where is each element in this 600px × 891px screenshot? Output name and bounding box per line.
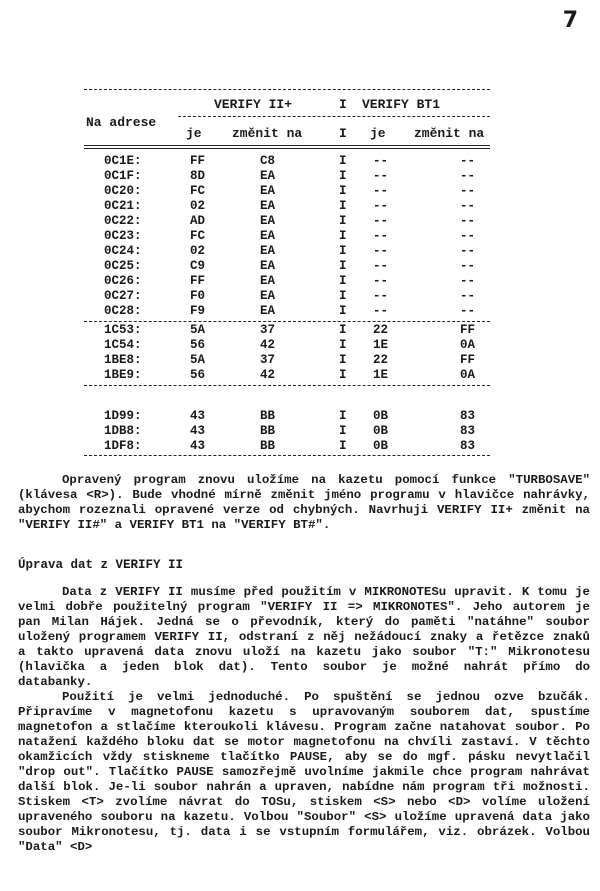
cell-separator: I: [339, 439, 347, 453]
cell-je-1: 56: [190, 338, 206, 352]
cell-address: 1BE9:: [104, 368, 142, 382]
table-top-rule: [84, 89, 490, 90]
cell-change-2: --: [460, 154, 476, 168]
cell-change-1: BB: [260, 439, 276, 453]
cell-je-2: --: [373, 244, 389, 258]
cell-je-2: --: [373, 154, 389, 168]
cell-change-2: 0A: [460, 368, 476, 382]
cell-je-2: --: [373, 289, 389, 303]
cell-je-2: 22: [373, 353, 389, 367]
cell-je-1: AD: [190, 214, 206, 228]
cell-change-1: BB: [260, 424, 276, 438]
header-address: Na adrese: [86, 115, 157, 130]
cell-separator: I: [339, 244, 347, 258]
cell-change-2: --: [460, 184, 476, 198]
paragraph-turbosave: [18, 473, 590, 533]
cell-change-1: EA: [260, 214, 276, 228]
cell-je-1: FC: [190, 184, 206, 198]
cell-address: 1DF8:: [104, 439, 142, 453]
cell-separator: I: [339, 424, 347, 438]
cell-address: 0C27:: [104, 289, 142, 303]
cell-change-2: --: [460, 244, 476, 258]
cell-address: 0C28:: [104, 304, 142, 318]
cell-change-1: EA: [260, 244, 276, 258]
cell-je-2: --: [373, 274, 389, 288]
cell-change-1: 42: [260, 368, 276, 382]
cell-address: 0C23:: [104, 229, 142, 243]
cell-separator: I: [339, 199, 347, 213]
header-change-1: změnit na: [232, 126, 303, 141]
cell-separator: I: [339, 368, 347, 382]
cell-change-1: EA: [260, 259, 276, 273]
cell-change-1: 37: [260, 353, 276, 367]
cell-address: 0C20:: [104, 184, 142, 198]
cell-je-2: --: [373, 259, 389, 273]
cell-address: 0C1E:: [104, 154, 142, 168]
page-number: 7: [562, 8, 578, 33]
cell-change-1: C8: [260, 154, 276, 168]
cell-separator: I: [339, 229, 347, 243]
paragraph-conversion: [18, 585, 590, 855]
cell-je-1: 56: [190, 368, 206, 382]
cell-separator: I: [339, 154, 347, 168]
cell-separator: I: [339, 259, 347, 273]
cell-je-1: 43: [190, 439, 206, 453]
paragraph-turbosave-text: Opravený program znovu uložíme na kazetu pomocí funkce "TURBOSAVE" (klávesa <R>). Bude vhodné mírně změnit jméno programu v hlavičce nahrávky, abychom rozeznali opravené verze od chybných. Navrhuji VERIFY II+ změnit na "VERIFY II#" a VERIFY BT1 na "VERIFY BT#".: [18, 473, 590, 532]
cell-change-2: --: [460, 274, 476, 288]
cell-address: 0C25:: [104, 259, 142, 273]
cell-address: 0C21:: [104, 199, 142, 213]
cell-change-1: EA: [260, 274, 276, 288]
header-mid-rule: [178, 116, 490, 117]
cell-je-1: 02: [190, 244, 206, 258]
table-bottom-rule: [84, 455, 490, 456]
cell-change-1: EA: [260, 169, 276, 183]
header-separator-2: I: [339, 126, 347, 141]
cell-change-2: 83: [460, 424, 476, 438]
cell-change-2: --: [460, 304, 476, 318]
cell-je-1: F9: [190, 304, 206, 318]
cell-change-1: EA: [260, 289, 276, 303]
paragraph-conversion-text: Data z VERIFY II musíme před použitím v MIKRONOTESu upravit. K tomu je velmi dobře použitelný program "VERIFY II => MIKRONOTES". Jeho autorem je pan Milan Hájek. Jedná se o převodník, který do paměti "natáhne" soubor uložený programem VERIFY II, odstraní z něj nežádoucí znaky a řetězce znaků a takto upravená data znovu uloží na kazetu jako soubor "T:" Mikronotesu (hlavička a jeden blok dat). Tento soubor je možné nahrát přímo do databanky.: [18, 585, 590, 689]
cell-je-2: 1E: [373, 368, 389, 382]
cell-change-2: --: [460, 169, 476, 183]
cell-change-2: --: [460, 229, 476, 243]
cell-change-1: EA: [260, 229, 276, 243]
cell-je-2: --: [373, 214, 389, 228]
cell-address: 1D99:: [104, 409, 142, 423]
cell-change-1: EA: [260, 184, 276, 198]
cell-separator: I: [339, 184, 347, 198]
cell-je-2: 22: [373, 323, 389, 337]
cell-je-1: 5A: [190, 323, 206, 337]
cell-je-2: 1E: [373, 338, 389, 352]
cell-separator: I: [339, 353, 347, 367]
cell-change-1: 37: [260, 323, 276, 337]
header-je-1: je: [186, 126, 202, 141]
cell-je-1: FC: [190, 229, 206, 243]
header-double-rule: [84, 145, 490, 149]
cell-je-1: FF: [190, 154, 206, 168]
cell-je-2: --: [373, 229, 389, 243]
cell-address: 0C24:: [104, 244, 142, 258]
cell-separator: I: [339, 169, 347, 183]
cell-change-1: 42: [260, 338, 276, 352]
header-je-2: je: [370, 126, 386, 141]
cell-je-2: 0B: [373, 439, 389, 453]
cell-separator: I: [339, 304, 347, 318]
cell-je-2: 0B: [373, 409, 389, 423]
paragraph-usage-text: Použití je velmi jednoduché. Po spuštění se jednou ozve bzučák. Připravíme v magnetofonu kazetu s upravovaným souborem dat, spustíme magnetofon a stlačíme kteroukoli klávesu. Program začne natahovat soubor. Po natažení každého bloku dat se motor magnetofonu na chvíli zastaví. V těchto okamžicích vždy stiskneme tlačítko PAUSE, aby se do mgf. pásku nevytlačil "drop out". Tlačítko PAUSE samozřejmě uvolníme jakmile chce program nahrávat další blok. Je-li soubor nahrán a upraven, nabídne nám program tři možnosti. Stiskem <T> zvolíme návrat do TOSu, stiskem <S> nebo <D> volíme uložení upraveného souboru na kazetu. Volbou "Soubor" <S> uložíme upravená data jako soubor Mikronotesu, tj. data i se vstupním formulářem, viz. obrázek. Volbou "Data" <D>: [18, 690, 590, 854]
header-change-2: změnit na: [414, 126, 485, 141]
cell-je-1: 5A: [190, 353, 206, 367]
cell-address: 1DB8:: [104, 424, 142, 438]
header-verify-ii-plus: VERIFY II+: [214, 97, 293, 112]
header-verify-bt1: VERIFY BT1: [362, 97, 441, 112]
section-title: Úprava dat z VERIFY II: [18, 558, 184, 572]
cell-separator: I: [339, 409, 347, 423]
cell-je-2: --: [373, 304, 389, 318]
cell-separator: I: [339, 338, 347, 352]
cell-change-2: 83: [460, 439, 476, 453]
header-separator: I: [339, 97, 347, 112]
cell-je-2: --: [373, 199, 389, 213]
cell-je-2: --: [373, 169, 389, 183]
cell-separator: I: [339, 323, 347, 337]
cell-address: 1BE8:: [104, 353, 142, 367]
cell-separator: I: [339, 289, 347, 303]
cell-je-1: 02: [190, 199, 206, 213]
cell-change-2: FF: [460, 353, 476, 367]
cell-change-1: BB: [260, 409, 276, 423]
cell-change-2: --: [460, 199, 476, 213]
cell-address: 1C53:: [104, 323, 142, 337]
cell-change-1: EA: [260, 199, 276, 213]
group-divider-rule: [84, 321, 490, 322]
cell-change-2: FF: [460, 323, 476, 337]
cell-address: 1C54:: [104, 338, 142, 352]
cell-address: 0C22:: [104, 214, 142, 228]
cell-change-2: --: [460, 289, 476, 303]
cell-je-1: 8D: [190, 169, 206, 183]
cell-je-2: --: [373, 184, 389, 198]
cell-change-2: --: [460, 214, 476, 228]
group-divider-rule: [84, 385, 490, 386]
cell-separator: I: [339, 214, 347, 228]
cell-je-2: 0B: [373, 424, 389, 438]
cell-je-1: F0: [190, 289, 206, 303]
cell-je-1: 43: [190, 424, 206, 438]
cell-je-1: 43: [190, 409, 206, 423]
cell-je-1: C9: [190, 259, 206, 273]
cell-change-2: 0A: [460, 338, 476, 352]
cell-address: 0C26:: [104, 274, 142, 288]
cell-je-1: FF: [190, 274, 206, 288]
cell-change-2: 83: [460, 409, 476, 423]
cell-address: 0C1F:: [104, 169, 142, 183]
cell-change-1: EA: [260, 304, 276, 318]
cell-separator: I: [339, 274, 347, 288]
cell-change-2: --: [460, 259, 476, 273]
